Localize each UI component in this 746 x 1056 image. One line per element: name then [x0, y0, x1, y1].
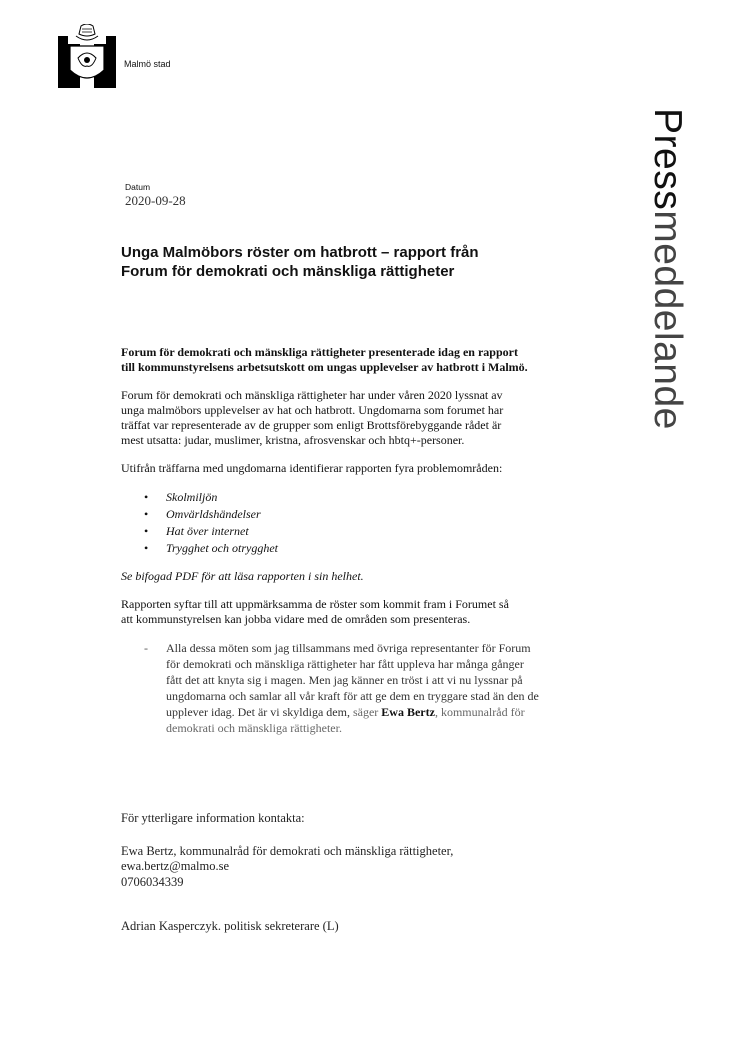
list-item: • Omvärldshändelser	[144, 507, 261, 521]
problem-areas-list	[121, 489, 591, 557]
contact-section	[121, 811, 453, 935]
contact-person-2: Adrian Kasperczyk. politisk sekreterare (L)	[121, 919, 339, 933]
bullet-icon: •	[144, 541, 149, 555]
list-item: • Trygghet och otrygghet	[144, 541, 278, 555]
bullet-icon: •	[144, 524, 149, 538]
quote-attribution-line: upplever idag. Det är vi skyldiga dem, säger Ewa Bertz, kommunalråd för	[166, 705, 525, 719]
headline-line: Forum för demokrati och mänskliga rättigheter	[121, 263, 455, 280]
side-title-bold: Press	[646, 108, 689, 211]
contact-person-1: Ewa Bertz, kommunalråd för demokrati och mänskliga rättigheter, ewa.bertz@malmo.se 0706034339	[121, 843, 454, 889]
headline-line: Unga Malmöbors röster om hatbrott – rapport från	[121, 244, 479, 261]
lead-paragraph: Forum för demokrati och mänskliga rättigheter presenterade idag en rapport till kommunstyrelsens arbetsutskott om ungas upplevelser av hatbrott i Malmö.	[121, 345, 528, 374]
bullet-icon: •	[144, 490, 149, 504]
paragraph-1: Forum för demokrati och mänskliga rättigheter har under våren 2020 lyssnat av unga malmöbors upplevelser av hat och hatbrott. Ungdomarna som forumet har träffat var representerade av de grupper som enligt Brottsförebyggande rådet är mest utsatta: judar, muslimer, kristna, afrosvenskar och hbtq+-personer.	[121, 388, 504, 447]
speaker-name: Ewa Bertz	[381, 705, 435, 719]
quote-dash: -	[144, 641, 148, 655]
paragraph-3: Rapporten syftar till att uppmärksamma de röster som kommit fram i Forumet så att kommunstyrelsen kan jobba vidare med de områden som presenteras.	[121, 597, 509, 626]
paragraph-2: Utifrån träffarna med ungdomarna identifierar rapporten fyra problemområden:	[121, 461, 503, 475]
attachment-note: Se bifogad PDF för att läsa rapporten i sin helhet.	[121, 569, 364, 583]
contact-intro: För ytterligare information kontakta:	[121, 811, 305, 825]
malmo-coat-of-arms-icon	[58, 24, 116, 88]
date-value: 2020-09-28	[125, 193, 186, 208]
organization-name: Malmö stad	[124, 59, 171, 69]
article-body	[121, 345, 591, 736]
email-link[interactable]: ewa.bertz@malmo.se	[121, 859, 229, 873]
list-item: • Skolmiljön	[144, 490, 218, 504]
quote-block: - Alla dessa möten som jag tillsammans med övriga representanter för Forum för demokrati och mänskliga rättigheter har fått uppleva har många gånger fått det att knyta sig i magen. Men jag känner en tröst i att vi nu lyssnar på ungdomarna och samlar all vår kraft för att ge dem en tryggare stad än den de upplever idag. Det är vi skyldiga dem, säger Ewa Bertz, kommunalråd för demokrati och mänskliga rättigheter.	[166, 640, 591, 736]
bullet-icon: •	[144, 507, 149, 521]
date-label: Datum	[125, 182, 151, 192]
headline	[121, 243, 561, 281]
list-item: • Hat över internet	[144, 524, 249, 538]
phone-number: 0706034339	[121, 874, 184, 889]
press-release-title	[648, 108, 687, 430]
side-title-light: meddelande	[646, 210, 689, 430]
